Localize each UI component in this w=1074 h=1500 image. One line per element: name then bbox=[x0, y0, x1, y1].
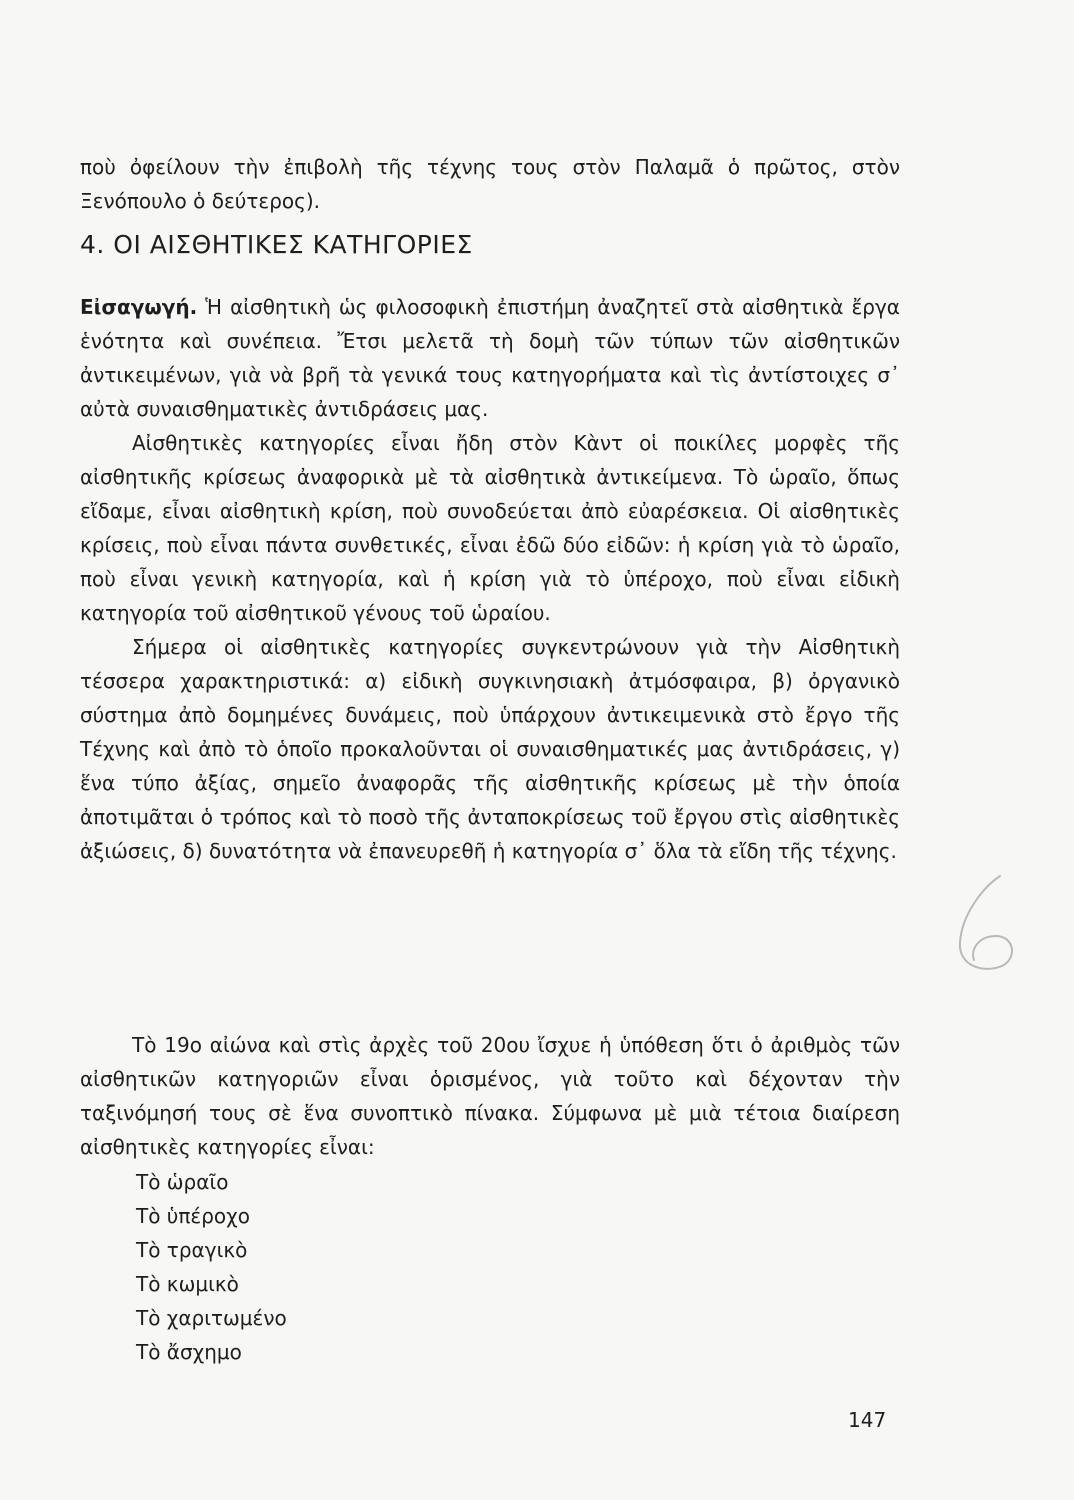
category-item: Τὸ ὡραῖο bbox=[136, 1170, 229, 1194]
kant-paragraph: Αἰσθητικὲς κατηγορίες εἶναι ἤδη στὸν Κὰντ οἱ ποικίλες μορφὲς τῆς αἰσθητικῆς κρίσεως ἀναφορικὰ μὲ τὰ αἰσθητικὰ ἀντικείμενα. Τὸ ὡραῖο, ὅπως εἴδαμε, εἶναι αἰσθητικὴ κρίση, ποὺ συνοδεύεται ἀπὸ εὐαρέσκεια. Οἱ αἰσθητικὲς κρίσεις, ποὺ εἶναι πάντα συνθετικές, εἶναι ἐδῶ δύο εἰδῶν: ἡ κρίση γιὰ τὸ ὡραῖο, ποὺ εἶναι γενικὴ κατηγορία, καὶ ἡ κρίση γιὰ τὸ ὑπέροχο, ποὺ εἶναι εἰδικὴ κατηγορία τοῦ αἰσθητικοῦ γένους τοῦ ὡραίου. bbox=[80, 431, 900, 625]
section-title: 4. ΟΙ ΑΙΣΘΗΤΙΚΕΣ ΚΑΤΗΓΟΡΙΕΣ bbox=[80, 230, 473, 259]
category-item: Τὸ τραγικὸ bbox=[136, 1238, 248, 1262]
preceding-paragraph: ποὺ ὀφείλουν τὴν ἐπιβολὴ τῆς τέχνης τους στὸν Παλαμᾶ ὁ πρῶτος, στὸν Ξενόπουλο ὁ δεύτερος). bbox=[80, 155, 900, 213]
section-body bbox=[80, 290, 900, 868]
category-item: Τὸ χαριτωμένο bbox=[136, 1306, 287, 1330]
categories-list bbox=[136, 1165, 287, 1369]
page-number: 147 bbox=[848, 1408, 887, 1432]
intro-text: Ἡ αἰσθητικὴ ὡς φιλοσοφικὴ ἐπιστήμη ἀναζητεῖ στὰ αἰσθητικὰ ἔργα ἑνότητα καὶ συνέπεια. Ἔτσι μελετᾶ τὴ δομὴ τῶν τύπων τῶν αἰσθητικῶν ἀντικειμένων, γιὰ νὰ βρῆ τὰ γενικά τους κατηγορήματα καὶ τὶς ἀντίστοιχες σ᾽ αὐτὰ συναισθηματικὲς ἀντιδράσεις μας. bbox=[80, 295, 900, 421]
category-item: Τὸ κωμικὸ bbox=[136, 1272, 239, 1296]
intro-label: Εἰσαγωγή. bbox=[80, 295, 198, 319]
pencil-annotation-icon bbox=[952, 870, 1022, 980]
today-paragraph: Σήμερα οἱ αἰσθητικὲς κατηγορίες συγκεντρώνουν γιὰ τὴν Αἰσθητικὴ τέσσερα χαρακτηριστικά: α) εἰδικὴ συγκινησιακὴ ἀτμόσφαιρα, β) ὀργανικὸ σύστημα ἀπὸ δομημένες δυνάμεις, ποὺ ὑπάρχουν ἀντικειμενικὰ στὸ ἔργο τῆς Τέχνης καὶ ἀπὸ τὸ ὁποῖο προκαλοῦνται οἱ συναισθηματικές μας ἀντιδράσεις, γ) ἕνα τύπο ἀξίας, σημεῖο ἀναφορᾶς τῆς αἰσθητικῆς κρίσεως μὲ τὴν ὁποία ἀποτιμᾶται ὁ τρόπος καὶ τὸ ποσὸ τῆς ἀνταποκρίσεως τοῦ ἔργου στὶς αἰσθητικὲς ἀξιώσεις, δ) δυνατότητα νὰ ἐπανευρεθῆ ἡ κατηγορία σ᾽ ὅλα τὰ εἴδη τῆς τέχνης. bbox=[80, 635, 900, 863]
category-item: Τὸ ὑπέροχο bbox=[136, 1204, 250, 1228]
intro-paragraph bbox=[80, 290, 900, 426]
nineteenth-century-paragraph: Τὸ 19ο αἰώνα καὶ στὶς ἀρχὲς τοῦ 20ου ἴσχυε ἡ ὑπόθεση ὅτι ὁ ἀριθμὸς τῶν αἰσθητικῶν κατηγοριῶν εἶναι ὁρισμένος, γιὰ τοῦτο καὶ δέχονταν τὴν ταξινόμησή τους σὲ ἕνα συνοπτικὸ πίνακα. Σύμφωνα μὲ μιὰ τέτοια διαίρεση αἰσθητικὲς κατηγορίες εἶναι: bbox=[80, 1033, 900, 1159]
category-item: Τὸ ἄσχημο bbox=[136, 1340, 242, 1364]
nineteenth-century-block bbox=[80, 1028, 900, 1164]
